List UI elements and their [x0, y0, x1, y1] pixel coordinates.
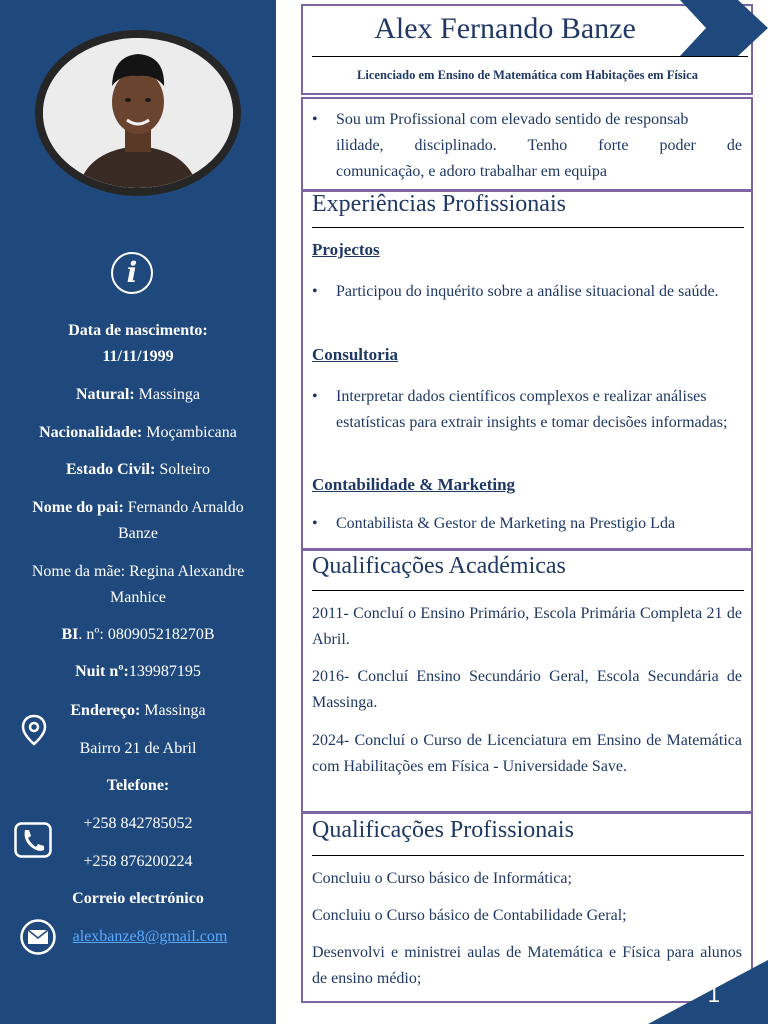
academic-item-2016: 2016- Concluí Ensino Secundário Geral, Escola Secundária de Massinga. [312, 668, 742, 711]
address-continued: Bairro 21 de Abril [79, 740, 197, 757]
natural-field: Natural: Massinga [76, 386, 200, 403]
academic-item-2011: 2011- Concluí o Ensino Primário, Escola Primária Completa 21 de Abril. [312, 605, 742, 648]
bi-field: BI. nº: 080905218270B [61, 626, 215, 643]
accounting-item-text: Contabilista & Gestor de Marketing na Prestigio Lda [336, 515, 676, 532]
bullet-icon: • [312, 515, 318, 532]
projects-title: Projectos [312, 240, 380, 259]
avatar [43, 38, 233, 188]
consulting-item-text: Interpretar dados científicos complexos e realizar análises estatísticas para extrair insights e tomar decisões informadas; [336, 388, 728, 431]
projects-item [312, 279, 742, 305]
phone-number-2: +258 876200224 [83, 853, 193, 870]
birth-date-value: 11/11/1999 [102, 348, 174, 365]
professional-title: Qualificações Profissionais [312, 817, 574, 843]
email-link[interactable]: alexbanze8@gmail.com [72, 928, 228, 945]
professional-divider [312, 855, 744, 856]
email-label: Correio electrónico [72, 890, 204, 907]
projects-item-text: Participou do inquérito sobre a análise situacional de saúde. [336, 283, 719, 300]
candidate-name: Alex Fernando Banze [374, 12, 636, 45]
profile-line-1: Sou um Profissional com elevado sentido de responsab [336, 111, 689, 128]
phone-number-1: +258 842785052 [83, 815, 193, 832]
bullet-icon: • [312, 283, 318, 300]
consulting-title: Consultoria [312, 345, 398, 364]
academic-title: Qualificações Académicas [312, 553, 566, 579]
experience-divider [312, 227, 744, 228]
nationality-field: Nacionalidade: Moçambicana [39, 424, 237, 441]
nuit-field: Nuit nº:139987195 [75, 663, 201, 680]
professional-item-accounting: Concluiu o Curso básico de Contabilidade Geral; [312, 907, 627, 924]
candidate-subtitle: Licenciado em Ensino de Matemática com Habitações em Física [357, 68, 698, 82]
profile-line-3: comunicação, e adoro trabalhar em equipa [336, 163, 607, 180]
email-value[interactable] [24, 924, 276, 950]
header-divider [312, 56, 748, 57]
accounting-title: Contabilidade & Marketing [312, 475, 516, 494]
father-name-continued: Banze [118, 525, 158, 542]
profile-bullet [312, 107, 742, 185]
avatar-frame [35, 30, 241, 196]
page-number: 1 [707, 982, 720, 1007]
sidebar [0, 0, 276, 1024]
academic-divider [312, 590, 744, 591]
civil-status-field: Estado Civil: Solteiro [65, 461, 210, 478]
experience-title: Experiências Profissionais [312, 191, 566, 217]
info-icon: i [111, 252, 153, 294]
accounting-item [312, 511, 742, 537]
mother-name-continued: Manhice [110, 589, 166, 606]
bullet-icon: • [312, 388, 318, 405]
profile-photo [43, 38, 233, 188]
mother-name-field: Nome da mãe: Regina Alexandre [31, 563, 245, 580]
professional-item-teaching: Desenvolvi e ministrei aulas de Matemática e Física para alunos de ensino médio; [312, 944, 742, 987]
academic-item-2024: 2024- Concluí o Curso de Licenciatura em Ensino de Matemática com Habilitações em Física - Universidade Save. [312, 732, 742, 775]
birth-date-label: Data de nascimento: [68, 322, 208, 339]
phone-label: Telefone: [106, 777, 170, 794]
consulting-item [312, 384, 742, 436]
professional-item-informatics: Concluiu o Curso básico de Informática; [312, 870, 572, 887]
profile-line-2: ilidade, disciplinado. Tenho forte poder de [336, 137, 742, 154]
father-name-field: Nome do pai: Fernando Arnaldo [32, 499, 244, 516]
address-field: Endereço: Massinga [70, 702, 206, 719]
bullet-icon: • [312, 111, 318, 128]
